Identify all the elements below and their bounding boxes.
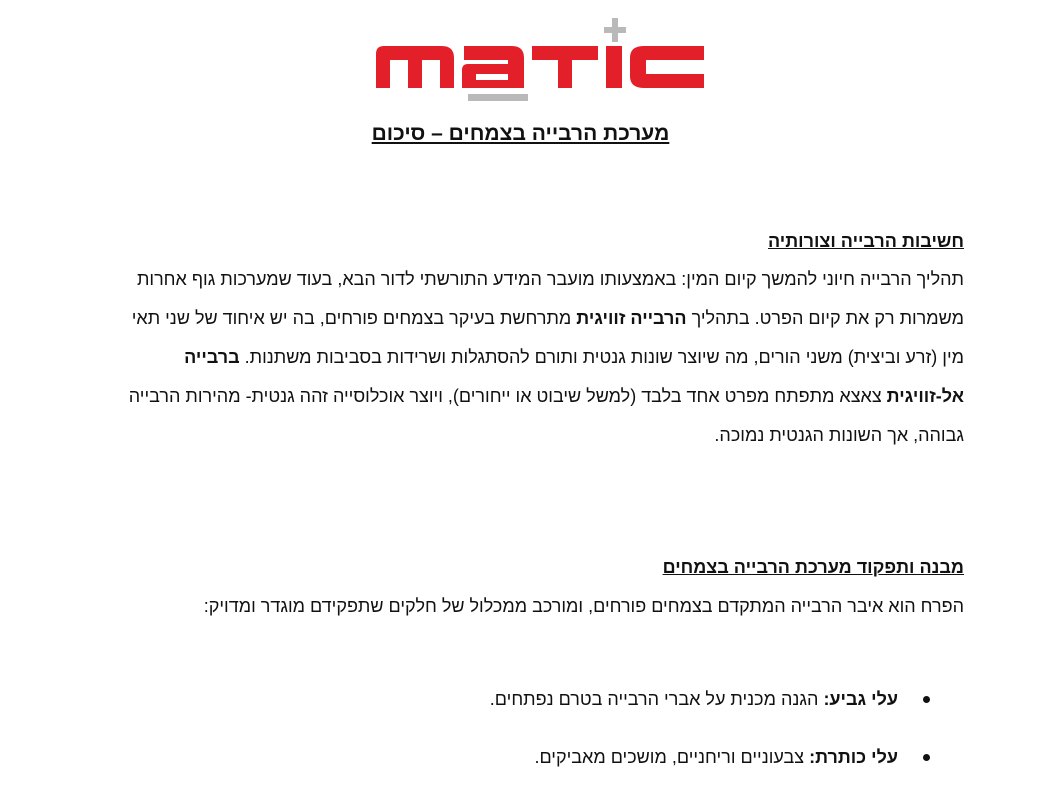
list-item-term: עלי גביע: — [823, 689, 898, 709]
matic-logo — [372, 18, 708, 106]
paragraph-text-part: תהליך הרבייה חיוני להמשך קיום המין: באמצעותו מועבר המידע התורשתי לדור הבא, בעוד שמערכות גוף אחרות משמרות רק את קיום הפרט. בתהליך — [136, 269, 964, 328]
section-structure-paragraph: הפרח הוא איבר הרבייה המתקדם בצמחים פורחים, ומורכב ממכלול של חלקים שתפקידם מוגדר ומדויק: — [203, 596, 964, 616]
list-item-term: עלי כותרת: — [809, 747, 898, 767]
paragraph-text-part: צאצא מתפתח מפרט אחד בלבד (למשל שיבוט או ייחורים), ויוצר אוכלוסייה זהה גנטית- מהירות הרבייה גבוהה, אך השונות הגנטית נמוכה. — [128, 386, 964, 445]
term-asexual-reproduction: ברבייה אל-זוויגית — [184, 347, 964, 406]
term-sexual-reproduction: הרבייה זוויגית — [576, 308, 687, 328]
logo-underline — [468, 94, 528, 101]
list-item-text: הגנה מכנית על אברי הרבייה בטרם נפתחים. — [489, 689, 824, 709]
logo-letter-m — [376, 46, 454, 88]
bullet-icon — [923, 696, 930, 703]
document-title: מערכת הרבייה בצמחים – סיכום — [371, 122, 670, 145]
logo-letter-i — [606, 46, 622, 88]
logo-letter-a — [462, 46, 524, 88]
list-item — [118, 745, 964, 803]
list-item — [118, 687, 964, 745]
paragraph-text-part: מתרחשת בעיקר בצמחים פורחים, בה יש איחוד של שני תאי מין (זרע וביצית) משני הורים, מה שיוצר שונות גנטית ותורם להסתגלות ושרידות בסביבות משתנות. — [131, 308, 964, 367]
list-item-text: צבעוניים וריחניים, מושכים מאביקים. — [534, 747, 810, 767]
logo-plus-horizontal — [604, 27, 626, 33]
section-heading-structure: מבנה ותפקוד מערכת הרבייה בצמחים — [662, 557, 964, 577]
section-importance-paragraph — [118, 260, 964, 455]
logo-letter-c — [630, 46, 704, 88]
flower-parts-list — [118, 687, 964, 803]
section-heading-importance: חשיבות הרבייה וצורותיה — [767, 231, 964, 251]
logo-letter-t — [532, 46, 598, 88]
